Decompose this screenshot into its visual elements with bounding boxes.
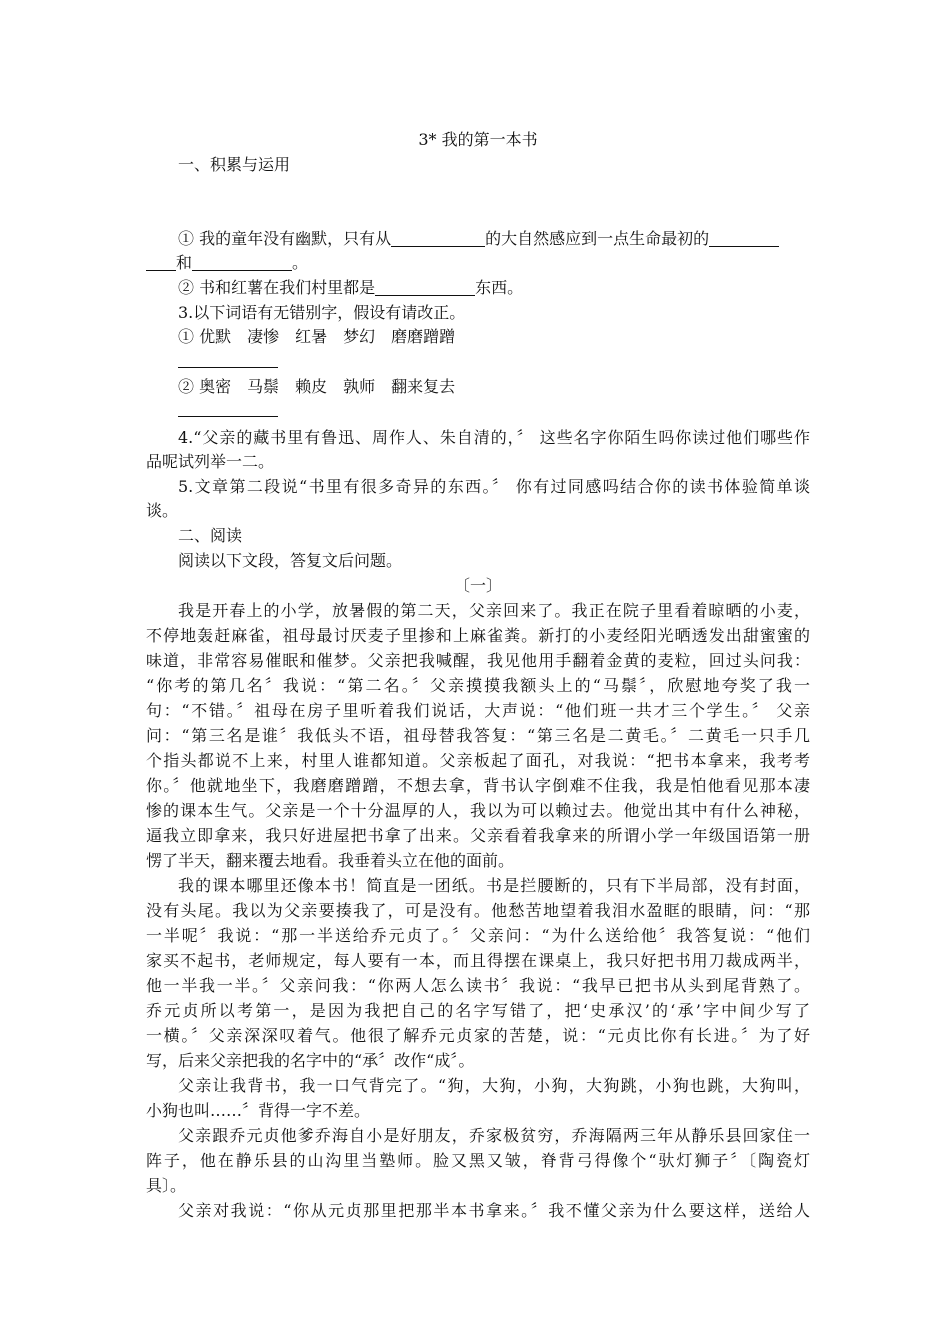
passage-line: 父亲跟乔元贞他爹乔海自小是好朋友，乔家极贫穷，乔海隔两三年从静乐县回家住一 bbox=[178, 1126, 810, 1145]
passage-line: 父亲对我说：“你从元贞那里把那半本书拿来。〞我不懂父亲为什么要这样，送给人 bbox=[178, 1201, 810, 1220]
passage-line: 一半呢〞我说：“那一半送给乔元贞了。〞父亲问：“为什么送给他〞我答复说：“他们 bbox=[146, 926, 810, 945]
answer-blank[interactable] bbox=[391, 229, 485, 247]
passage-line: 我的课本哪里还像本书！简直是一团纸。书是拦腰断的，只有下半局部，没有封面， bbox=[178, 876, 810, 895]
question-3-words-a: ① 优默 凄惨 红暑 梦幻 磨磨蹭蹭 bbox=[178, 327, 456, 346]
question-3-stem: 3.以下词语有无错别字，假设有请改正。 bbox=[178, 303, 466, 322]
passage-line: 他一半我一半。〞父亲问我：“你两人怎么读书〞我说：“我早已把书从头到尾背熟了。 bbox=[146, 976, 810, 995]
passage-line: 味道，非常容易催眠和催梦。父亲把我喊醒，我见他用手翻着金黄的麦粒，回过头问我： bbox=[146, 651, 810, 670]
passage-line: 写，后来父亲把我的名字中的“承〞改作“成〞。 bbox=[146, 1051, 475, 1070]
page-title: 3* 我的第一本书 bbox=[418, 130, 538, 149]
passage-line: 没有头尾。我以为父亲要揍我了，可是没有。他愁苦地望着我泪水盈眶的眼睛，问：“那 bbox=[146, 901, 810, 920]
passage-subheading: 〔一〕 bbox=[453, 576, 502, 595]
passage-line: 不停地轰赶麻雀，祖母最讨厌麦子里掺和上麻雀粪。新打的小麦经阳光晒透发出甜蜜蜜的 bbox=[146, 626, 810, 645]
question-4-line: 品呢试列举一二。 bbox=[146, 452, 275, 471]
answer-blank[interactable] bbox=[146, 253, 176, 271]
passage-line: 惨的课本生气。父亲是一个十分温厚的人，我以为可以赖过去。他觉出其中有什么神秘， bbox=[146, 801, 810, 820]
question-5-line: 谈。 bbox=[146, 501, 179, 520]
question-1-line-1: ① 我的童年没有幽默，只有从 的大自然感应到一点生命最初的 bbox=[178, 227, 810, 251]
passage-line: 个指头都说不上来，村里人谁都知道。父亲板起了面孔，对我说：“把书本拿来，我考考 bbox=[146, 751, 810, 770]
answer-line[interactable] bbox=[178, 416, 278, 417]
passage-line: 一横。〞父亲深深叹着气。他很了解乔元贞家的苦楚，说：“元贞比你有长进。〞为了好 bbox=[146, 1026, 810, 1045]
question-3-words-b: ② 奥密 马鬃 赖皮 孰师 翻来复去 bbox=[178, 377, 456, 396]
passage-line: 家买不起书，老师规定，每人要有一本，而且得摆在课桌上，我只好把书用刀裁成两半， bbox=[146, 951, 810, 970]
passage-line: 具〕。 bbox=[146, 1176, 187, 1195]
passage-line: 问：“第三名是谁〞我低头不语，祖母替我答复：“第三名是二黄毛。〞二黄毛一只手几 bbox=[146, 726, 810, 745]
passage-line: 我是开春上的小学，放暑假的第二天，父亲回来了。我正在院子里看着晾晒的小麦， bbox=[178, 601, 810, 620]
passage-line: 你。〞他就地坐下，我磨磨蹭蹭，不想去拿，背书认字倒难不住我，我是怕他看见那本凄 bbox=[146, 776, 810, 795]
section-heading-2: 二、阅读 bbox=[178, 526, 243, 545]
answer-blank[interactable] bbox=[375, 278, 475, 296]
passage-line: 阵子，他在静乐县的山沟里当塾师。脸又黑又皱，脊背弓得像个“驮灯狮子〞〔陶瓷灯 bbox=[146, 1151, 810, 1170]
answer-blank[interactable] bbox=[192, 253, 292, 271]
question-2: ② 书和红薯在我们村里都是 东西。 bbox=[178, 278, 524, 297]
question-1-line-2: 和 。 bbox=[146, 251, 810, 275]
question-5-line: 5.文章第二段说“书里有很多奇异的东西。〞 你有过同感吗结合你的读书体验简单谈 bbox=[178, 477, 810, 496]
section-heading-1: 一、积累与运用 bbox=[178, 155, 291, 174]
answer-line[interactable] bbox=[178, 367, 278, 368]
answer-blank[interactable] bbox=[709, 229, 779, 247]
reading-instruction: 阅读以下文段，答复文后问题。 bbox=[178, 551, 403, 570]
passage-line: “你考的第几名〞我说：“第二名。〞父亲摸摸我额头上的“马鬃〞，欣慰地夸奖了我一 bbox=[146, 676, 810, 695]
question-4-line: 4.“父亲的藏书里有鲁迅、周作人、朱自清的，〞 这些名字你陌生吗你读过他们哪些作 bbox=[178, 428, 810, 447]
passage-line: 父亲让我背书，我一口气背完了。“狗，大狗，小狗，大狗跳，小狗也跳，大狗叫， bbox=[178, 1076, 810, 1095]
passage-line: 逼我立即拿来，我只好进屋把书拿了出来。父亲看着我拿来的所谓小学一年级国语第一册 bbox=[146, 826, 810, 845]
passage-line: 乔元贞所以考第一，是因为我把自己的名字写错了，把‘史承汉’的‘承’字中间少写了 bbox=[146, 1001, 810, 1020]
passage-line: 句：“不错。〞祖母在房子里听着我们说话，大声说：“他们班一共才三个学生。〞 父亲 bbox=[146, 701, 810, 720]
passage-line: 小狗也叫……〞背得一字不差。 bbox=[146, 1101, 371, 1120]
passage-line: 愣了半天，翻来覆去地看。我垂着头立在他的面前。 bbox=[146, 851, 515, 870]
